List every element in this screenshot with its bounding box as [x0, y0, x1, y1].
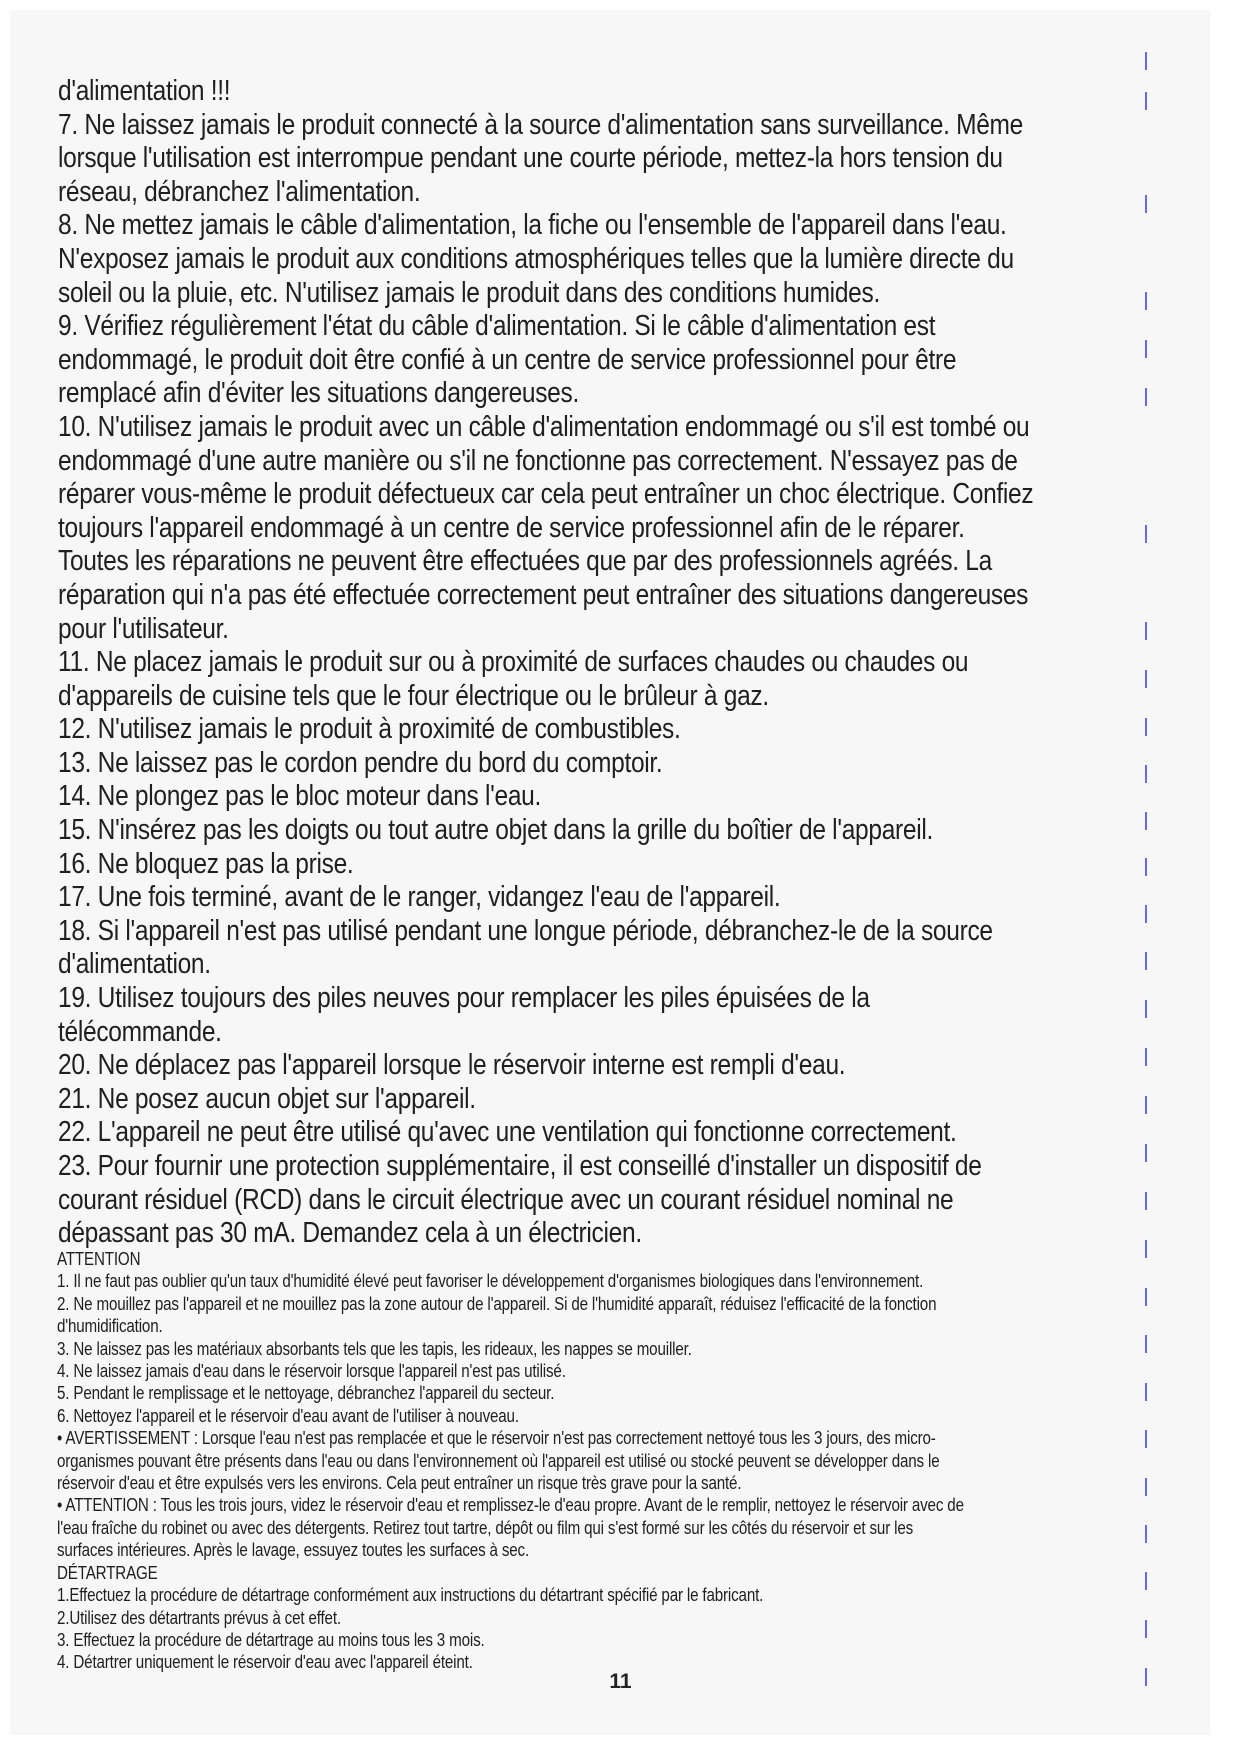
instruction-line: réparation qui n'a pas été effectuée correctement peut entraîner des situations dangereuses [58, 578, 1029, 611]
descaling-heading: DÉTARTRAGE [57, 1561, 158, 1583]
page-number: 11 [609, 1670, 632, 1693]
instruction-line: 23. Pour fournir une protection supplémentaire, il est conseillé d'installer un dispositif de [58, 1150, 982, 1182]
instruction-line: d'alimentation !!! [58, 75, 231, 107]
instruction-line: 9. Vérifiez régulièrement l'état du câble d'alimentation. Si le câble d'alimentation est [58, 310, 936, 343]
attention-line: 2. Ne mouillez pas l'appareil et ne mouillez pas la zone autour de l'appareil. Si de l'humidité apparaît, réduisez l'efficacité de la fonction [57, 1292, 937, 1314]
instruction-line: Toutes les réparations ne peuvent être effectuées que par des professionnels agréés. La [58, 545, 992, 578]
attention-line: • ATTENTION : Tous les trois jours, videz le réservoir d'eau et remplissez-le d'eau propre. Avant de le remplir, nettoyez le réservoir avec de [57, 1494, 964, 1516]
margin-tick [1145, 52, 1147, 70]
instruction-line: 13. Ne laissez pas le cordon pendre du bord du comptoir. [58, 746, 663, 779]
attention-line: l'eau fraîche du robinet ou avec des détergents. Retirez tout tartre, dépôt ou film qui s'est formé sur les côtés du réservoir et sur les [57, 1516, 914, 1538]
instruction-line: 14. Ne plongez pas le bloc moteur dans l'eau. [58, 780, 542, 813]
attention-line: réservoir d'eau et être expulsés vers les environs. Cela peut entraîner un risque très grave pour la santé. [57, 1472, 742, 1494]
instruction-line: 17. Une fois terminé, avant de le ranger, vidangez l'eau de l'appareil. [58, 881, 781, 914]
instruction-line: 22. L'appareil ne peut être utilisé qu'avec une ventilation qui fonctionne correctement. [58, 1116, 957, 1149]
instruction-line: 15. N'insérez pas les doigts ou tout autre objet dans la grille du boîtier de l'appareil. [58, 814, 934, 847]
attention-line: 1. Il ne faut pas oublier qu'un taux d'humidité élevé peut favoriser le développement d'organismes biologiques dans l'environnement. [57, 1270, 924, 1292]
instruction-line: 18. Si l'appareil n'est pas utilisé pendant une longue période, débranchez-le de la source [58, 914, 993, 947]
instruction-line: pour l'utilisateur. [58, 612, 229, 645]
attention-line: 6. Nettoyez l'appareil et le réservoir d'eau avant de l'utiliser à nouveau. [57, 1404, 519, 1426]
instruction-line: N'exposez jamais le produit aux conditions atmosphériques telles que la lumière directe du [58, 242, 1014, 275]
instruction-line: dépassant pas 30 mA. Demandez cela à un électricien. [58, 1217, 642, 1250]
attention-heading: ATTENTION [57, 1248, 141, 1269]
instruction-line: d'alimentation. [58, 948, 211, 981]
attention-line: 4. Ne laissez jamais d'eau dans le réservoir lorsque l'appareil n'est pas utilisé. [57, 1360, 566, 1382]
descaling-line: 4. Détartrer uniquement le réservoir d'eau avec l'appareil éteint. [57, 1651, 473, 1673]
instruction-line: réparer vous-même le produit défectueux car cela peut entraîner un choc électrique. Confiez [58, 478, 1034, 511]
instruction-line: toujours l'appareil endommagé à un centre de service professionnel afin de le réparer. [58, 511, 965, 544]
instruction-line: soleil ou la pluie, etc. N'utilisez jamais le produit dans des conditions humides. [58, 276, 880, 309]
instruction-line: endommagé, le produit doit être confié à un centre de service professionnel pour être [58, 343, 957, 376]
instruction-line: 8. Ne mettez jamais le câble d'alimentation, la fiche ou l'ensemble de l'appareil dans l'eau. [58, 209, 1007, 242]
descaling-line: 1.Effectuez la procédure de détartrage conformément aux instructions du détartrant spécifié par le fabricant. [57, 1584, 764, 1606]
descaling-line: 2.Utilisez des détartrants prévus à cet effet. [57, 1606, 341, 1628]
instruction-line: lorsque l'utilisation est interrompue pendant une courte période, mettez-la hors tension du [58, 142, 1003, 175]
descaling-line: 3. Effectuez la procédure de détartrage au moins tous les 3 mois. [57, 1628, 485, 1650]
attention-line: surfaces intérieures. Après le lavage, essuyez toutes les surfaces à sec. [57, 1539, 530, 1561]
instruction-line: 7. Ne laissez jamais le produit connecté à la source d'alimentation sans surveillance. Même [58, 108, 1024, 141]
instruction-line: 16. Ne bloquez pas la prise. [58, 847, 354, 880]
attention-line: • AVERTISSEMENT : Lorsque l'eau n'est pas remplacée et que le réservoir n'est pas correctement nettoyé tous les 3 jours, des micro- [57, 1427, 936, 1449]
instruction-line: 19. Utilisez toujours des piles neuves pour remplacer les piles épuisées de la [58, 982, 870, 1015]
attention-line: 3. Ne laissez pas les matériaux absorbants tels que les tapis, les rideaux, les nappes se mouiller. [57, 1337, 692, 1359]
instruction-line: 10. N'utilisez jamais le produit avec un câble d'alimentation endommagé ou s'il est tombé ou [58, 410, 1030, 443]
instruction-line: réseau, débranchez l'alimentation. [58, 175, 421, 208]
attention-line: 5. Pendant le remplissage et le nettoyage, débranchez l'appareil du secteur. [57, 1382, 555, 1404]
instruction-line: d'appareils de cuisine tels que le four électrique ou le brûleur à gaz. [58, 679, 769, 712]
safety-instructions [58, 75, 1185, 1251]
instruction-line: 20. Ne déplacez pas l'appareil lorsque le réservoir interne est rempli d'eau. [58, 1049, 846, 1082]
instruction-line: 11. Ne placez jamais le produit sur ou à proximité de surfaces chaudes ou chaudes ou [58, 646, 969, 679]
instruction-line: endommagé d'une autre manière ou s'il ne fonctionne pas correctement. N'essayez pas de [58, 444, 1018, 477]
attention-line: d'humidification. [57, 1315, 163, 1337]
instruction-line: 21. Ne posez aucun objet sur l'appareil. [58, 1082, 476, 1115]
instruction-line: courant résiduel (RCD) dans le circuit électrique avec un courant résiduel nominal ne [58, 1183, 954, 1216]
instruction-line: télécommande. [58, 1015, 222, 1048]
attention-line: organismes pouvant être présents dans l'eau ou dans l'environnement où l'appareil est utilisé ou stocké peuvent se développer dans le [57, 1449, 940, 1471]
instruction-line: remplacé afin d'éviter les situations dangereuses. [58, 377, 579, 410]
instruction-line: 12. N'utilisez jamais le produit à proximité de combustibles. [58, 713, 681, 746]
attention-section [57, 1248, 1238, 1674]
